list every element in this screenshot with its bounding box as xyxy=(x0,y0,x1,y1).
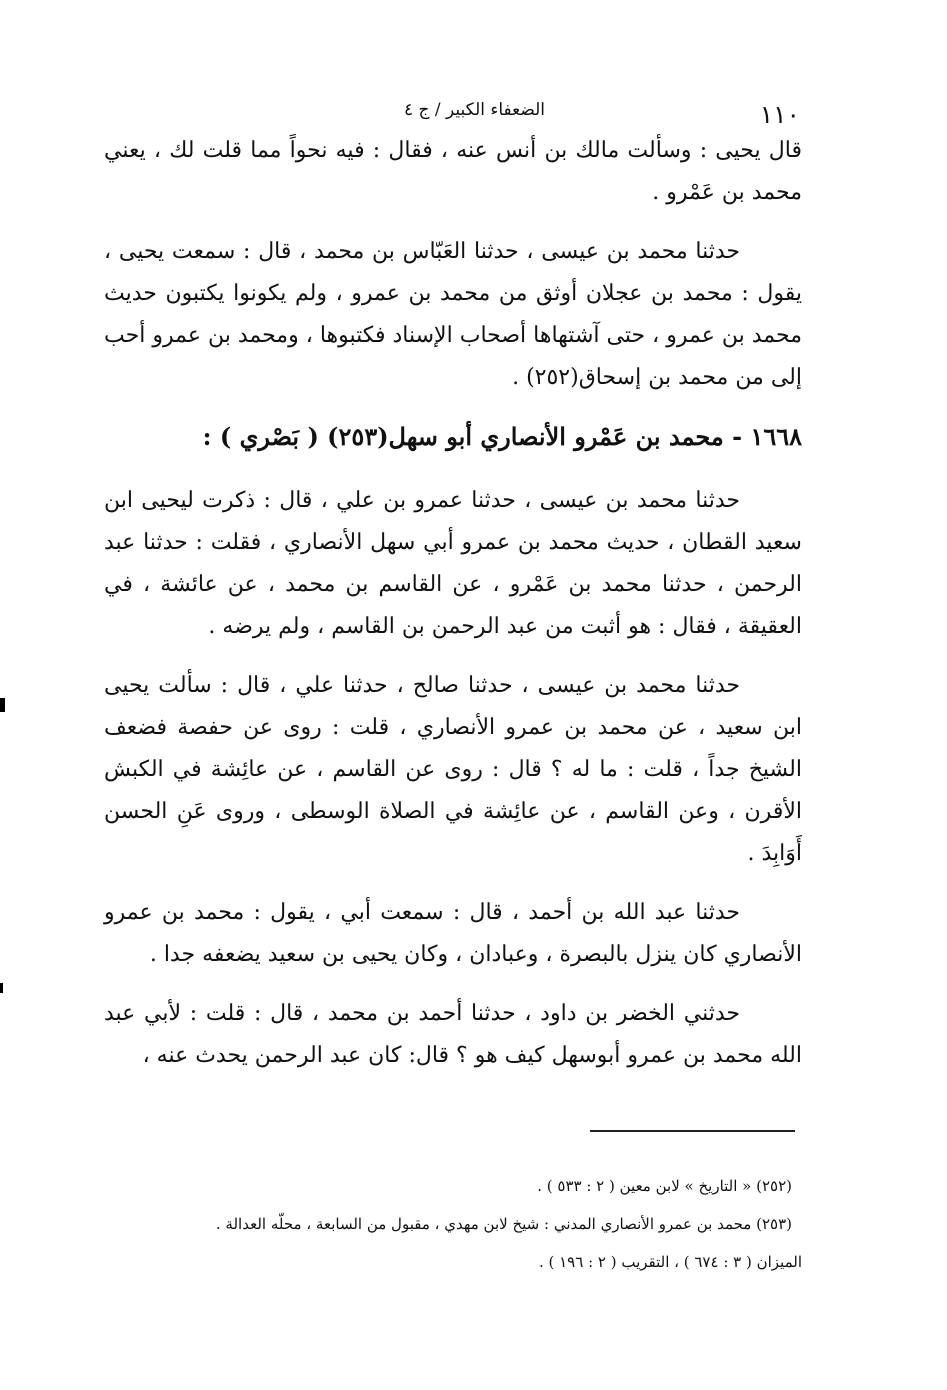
paragraph: حدثنا محمد بن عيسى ، حدثنا العَبّاس بن محمد ، قال : سمعت يحيى ، يقول : محمد بن عجلان أوثق من محمد بن عمرو ، ولم يكونوا يكتبون حديث محمد بن عمرو ، حتى آشتهاها أصحاب الإسناد فكتبوها ، ومحمد بن عمرو أحب إلى من محمد بن إسحاق(٢٥٢) . xyxy=(104,239,802,390)
paragraph: قال يحيى : وسألت مالك بن أنس عنه ، فقال : فيه نحواً مما قلت لك ، يعني محمد بن عَمْرو . xyxy=(104,138,802,205)
footnote-continuation: الميزان ( ٣ : ٦٧٤ ) ، التقريب ( ٢ : ١٩٦ ) . xyxy=(538,1253,802,1271)
page-header xyxy=(100,96,800,130)
page-number: ١١٠ xyxy=(759,100,800,129)
paragraph: حدثنا محمد بن عيسى ، حدثنا صالح ، حدثنا علي ، قال : سألت يحيى ابن سعيد ، عن محمد بن عمرو الأنصاري ، قلت : روى عن حفصة فضعف الشيخ جداً ، قلت : ما له ؟ قال : روى عن القاسم ، عن عائِشة في الكبش الأقرن ، وعن القاسم ، عن عائِشة في الصلاة الوسطى ، وروى عَنِ الحسن أَوَابِدَ . xyxy=(104,673,802,866)
footnote: (٢٥٣) محمد بن عمرو الأنصاري المدني : شيخ لابن مهدي ، مقبول من السابعة ، محلّه العدالة . xyxy=(215,1215,792,1233)
footnote: (٢٥٢) « التاريخ » لابن معين ( ٢ : ٥٣٣ ) . xyxy=(537,1177,792,1195)
paragraph: حدثنا محمد بن عيسى ، حدثنا عمرو بن علي ، قال : ذكرت ليحيى ابن سعيد القطان ، حديث محمد بن عمرو أبي سهل الأنصاري ، فقلت : حدثنا عبد الرحمن ، حدثنا محمد بن عَمْرو ، عن القاسم بن محمد ، عن عائشة ، في العقيقة ، فقال : هو أثبت من عبد الرحمن بن القاسم ، ولم يرضه . xyxy=(104,488,802,639)
scan-edge-mark xyxy=(0,698,5,712)
paragraph: حدثنا عبد الله بن أحمد ، قال : سمعت أبي ، يقول : محمد بن عمرو الأنصاري كان ينزل بالبصرة ، وعبادان ، وكان يحيى بن سعيد يضعفه جدا . xyxy=(104,900,802,967)
paragraph: حدثني الخضر بن داود ، حدثنا أحمد بن محمد ، قال : قلت : لأبي عبد الله محمد بن عمرو أبوسهل كيف هو ؟ قال: كان عبد الرحمن يحدث عنه ، xyxy=(104,1001,802,1068)
main-text xyxy=(104,130,802,1094)
running-title: الضعفاء الكبير / ج ٤ xyxy=(403,100,545,120)
footnotes xyxy=(100,1167,802,1281)
scan-edge-mark xyxy=(0,983,3,993)
footnote-separator xyxy=(590,1130,795,1132)
entry-heading: ١٦٦٨ - محمد بن عَمْرو الأنصاري أبو سهل(٢٥٣) ( بَصْري ) : xyxy=(202,422,802,451)
